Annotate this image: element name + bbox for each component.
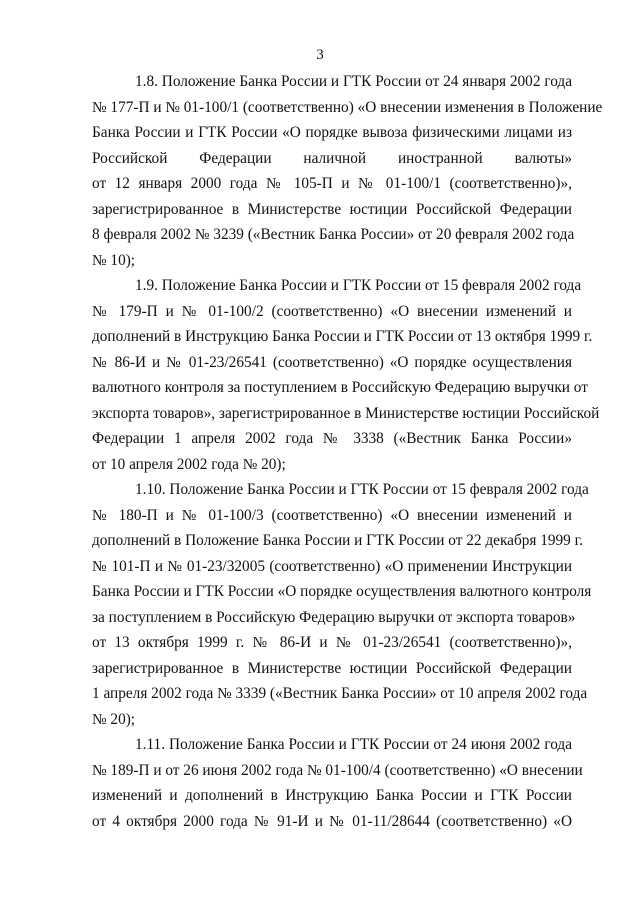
text-line: от 12 января 2000 года № 105-П и № 01-100/1 (соответственно)», [92,175,572,192]
text-line: 1.11. Положение Банка России и ГТК России от 24 июня 2002 года [135,736,572,753]
text-line: № 20); [92,710,136,728]
paragraph-1-8 [92,69,603,273]
text-line: зарегистрированное в Министерстве юстиции Российской Федерации [92,659,572,677]
text-line: № 86-И и № 01-23/26541 (соответственно) «О порядке осуществления [92,353,572,371]
text-line: № 179-П и № 01-100/2 (соответственно) «О внесении изменений и [92,302,572,320]
text-line: изменений и дополнений в Инструкцию Банка России и ГТК России [92,787,572,804]
text-line: № 180-П и № 01-100/3 (соответственно) «О внесении изменений и [92,506,572,524]
text-line: 1.8. Положение Банка России и ГТК России от 24 января 2002 года [135,73,572,90]
text-line: валютного контроля за поступлением в Российскую Федерацию выручки от [92,379,588,396]
text-line: от 10 апреля 2002 года № 20); [92,455,286,473]
text-line: Российской Федерации наличной иностранной валюты» [92,149,572,167]
text-line: Банка России и ГТК России «О порядке вывоза физическими лицами из [92,124,572,141]
text-line: экспорта товаров», зарегистрированное в Министерстве юстиции Российской [92,404,600,422]
document-body [92,69,603,834]
text-line: № 10); [92,251,136,269]
text-line: Федерации 1 апреля 2002 года № 3338 («Вестник Банка России» [92,430,572,447]
page-number: 3 [316,47,324,63]
paragraph-1-10 [92,477,592,732]
text-line: 1 апреля 2002 года № 3339 («Вестник Банка России» от 10 апреля 2002 года [92,685,588,702]
text-line: зарегистрированное в Министерстве юстиции Российской Федерации [92,200,572,218]
text-line: от 4 октября 2000 года № 91-И и № 01-11/28644 (соответственно) «О [92,812,572,830]
text-line: от 13 октября 1999 г. № 86-И и № 01-23/26541 (соответственно)», [92,634,572,651]
text-line: № 189-П и от 26 июня 2002 года № 01-100/4 (соответственно) «О внесении [92,761,583,779]
text-line: № 101-П и № 01-23/32005 (соответственно) «О применении Инструкции [92,557,572,575]
paragraph-1-11 [92,732,583,834]
text-line: 1.9. Положение Банка России и ГТК России от 15 февраля 2002 года [135,277,582,294]
text-line: № 177-П и № 01-100/1 (соответственно) «О внесении изменения в Положение [92,98,603,116]
text-line: дополнений в Положение Банка России и ГТК России от 22 декабря 1999 г. [92,532,584,549]
paragraph-1-9 [92,273,600,477]
text-line: 8 февраля 2002 № 3239 («Вестник Банка России» от 20 февраля 2002 года [92,226,575,243]
text-line: дополнений в Инструкцию Банка России и ГТК России от 13 октября 1999 г. [92,328,593,345]
text-line: Банка России и ГТК России «О порядке осуществления валютного контроля [92,583,592,600]
text-line: за поступлением в Российскую Федерацию выручки от экспорта товаров» [92,608,576,626]
text-line: 1.10. Положение Банка России и ГТК России от 15 февраля 2002 года [135,481,589,498]
